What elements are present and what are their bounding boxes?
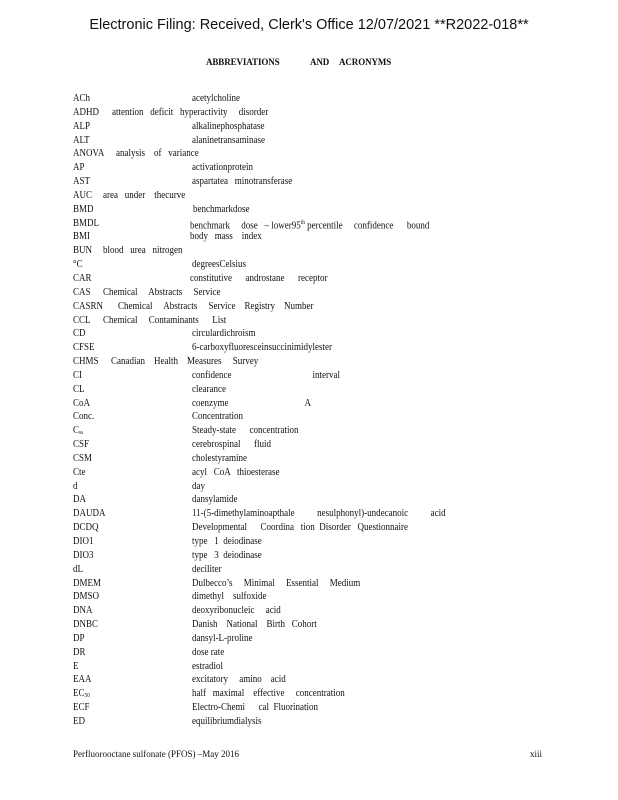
abbreviation-term: ECF [73,702,90,714]
abbreviation-definition: 6-carboxyfluoresceinsuccinimidylester [191,342,332,354]
abbreviation-definition: dimethyl sulfoxide [191,591,267,603]
abbreviation-term: DA [73,494,87,506]
abbreviation-term: CCL [73,314,91,326]
abbreviation-term: $C_{ss}$ [73,425,84,437]
abbreviation-definition: day [191,480,206,492]
abbreviation-definition: excitatory amino acid [191,674,286,686]
abbreviation-term: CASRN [73,300,104,312]
abbreviation-definition: dansyl-L-proline [191,632,253,644]
abbreviation-definition: area under thecurve [102,189,186,201]
abbreviation-term: AP [73,162,85,174]
abbreviation-definition: deoxyribonucleic acid [191,605,281,617]
abbreviation-definition: half maximal effective concentration [191,688,345,700]
abbreviation-definition: confidence interval [191,369,340,381]
abbreviation-term: DIO1 [73,536,94,547]
abbreviation-term: DP [73,632,85,644]
abbreviation-definition: circulardichroism [191,328,256,340]
abbreviation-definition: clearance [191,383,226,395]
heading-and: AND [310,57,330,67]
abbreviation-definition: alkalinephosphatase [191,120,265,132]
abbreviation-term: CSF [73,439,90,451]
footer-document-title: Perfluorooctane sulfonate (PFOS) –May 2016 [73,749,239,759]
abbreviation-term: CAR [73,272,92,284]
abbreviation-definition: equilibriumdialysis [191,715,262,727]
abbreviation-term: DAUDA [73,508,106,520]
abbreviation-definition: Concentration [191,411,243,423]
abbreviation-term: AST [73,176,91,188]
abbreviation-term: DMSO [73,591,100,603]
abbreviation-term: ADHD [73,106,100,118]
abbreviation-definition: Chemical Abstracts Service Registry Number [118,300,314,312]
abbreviation-definition: type 1 deiodinase [191,536,262,547]
abbreviation-term: ALP [73,120,91,132]
abbreviation-definition: Chemical Abstracts Service [102,286,221,298]
abbreviation-definition: deciliter [191,563,222,575]
abbreviation-definition: degreesCelsius [191,259,246,271]
abbreviation-term: DMEM [73,577,102,589]
abbreviation-term: BMDL [73,217,100,229]
abbreviation-term: Conc. [73,411,95,423]
abbreviation-term: AUC [73,189,93,201]
abbreviation-definition: estradiol [191,660,223,672]
abbreviation-term: BMD [73,203,94,215]
abbreviation-definition: Electro-Chemi cal Fluorination [191,702,318,714]
abbreviation-term: CI [73,369,82,381]
abbreviation-term: DIO3 [73,549,94,561]
abbreviation-definition: Dulbecco’s Minimal Essential Medium [191,577,361,589]
abbreviation-definition: acetylcholine [191,93,240,104]
abbreviation-term: ALT [73,134,90,146]
abbreviation-term: $EC_{50}$ [73,688,90,700]
abbreviation-term: DNBC [73,619,99,631]
abbreviation-definition: benchmark dose – lower95th percentile confidence bound [190,219,430,231]
abbreviation-term: DNA [73,605,93,617]
abbreviation-term: BMI [73,231,91,243]
abbreviation-term: CAS [73,286,91,298]
abbreviation-term: d [73,480,78,492]
abbreviation-definition: dose rate [191,646,225,658]
abbreviation-term: CL [73,383,85,395]
abbreviation-definition: Canadian Health Measures Survey [110,356,259,368]
abbreviation-term: CHMS [73,356,99,368]
abbreviation-definition: Developmental Coordina tion Disorder Questionnaire [191,522,408,534]
abbreviation-definition: aspartatea minotransferase [191,176,293,188]
abbreviation-term: ED [73,715,86,727]
abbreviation-definition: dansylamide [191,494,238,506]
abbreviation-term: CSM [73,452,93,464]
abbreviation-definition: body mass index [190,231,262,243]
abbreviation-term: E [73,660,79,672]
abbreviation-definition: coenzyme A [191,397,311,409]
abbreviation-definition: type 3 deiodinase [191,549,262,561]
heading-abbreviations: ABBREVIATIONS [206,57,280,67]
abbreviation-definition: Chemical Contaminants List [102,314,227,326]
abbreviation-term: DCDQ [73,522,99,534]
abbreviation-term: CD [73,328,86,340]
abbreviation-definition: attention deficit hyperactivity disorder [111,106,269,118]
abbreviation-definition: constitutive androstane receptor [190,272,328,284]
abbreviation-definition: blood urea nitrogen [102,245,183,257]
abbreviation-definition: benchmarkdose [192,203,250,215]
abbreviation-definition: alaninetransaminase [191,134,265,146]
abbreviation-term: DR [73,646,86,658]
abbreviation-definition: Steady-state concentration [191,425,299,437]
abbreviation-term: °C [73,259,83,271]
heading-acronyms: ACRONYMS [339,57,392,67]
abbreviation-term: CFSE [73,342,95,354]
abbreviation-term: EAA [73,674,92,686]
filing-stamp: Electronic Filing: Received, Clerk's Office 12/07/2021 **R2022-018** [89,17,529,33]
abbreviation-term: ACh [73,93,91,104]
abbreviation-term: ANOVA [73,148,105,160]
abbreviation-definition: cholestyramine [191,452,247,464]
abbreviation-term: BUN [73,245,93,257]
abbreviation-definition: 11-(5-dimethylaminoapthale nesulphonyl)-undecanoic acid [191,508,446,520]
abbreviation-definition: Danish National Birth Cohort [191,619,317,631]
abbreviation-term: CoA [73,397,91,409]
abbreviation-definition: analysis of variance [115,148,199,160]
abbreviation-term: Cte [73,466,86,478]
page-number: xiii [530,749,543,759]
abbreviation-term: dL [73,563,83,575]
abbreviation-definition: activationprotein [191,162,253,174]
abbreviation-definition: acyl CoA thioesterase [191,466,280,478]
abbreviation-definition: cerebrospinal fluid [191,439,271,451]
